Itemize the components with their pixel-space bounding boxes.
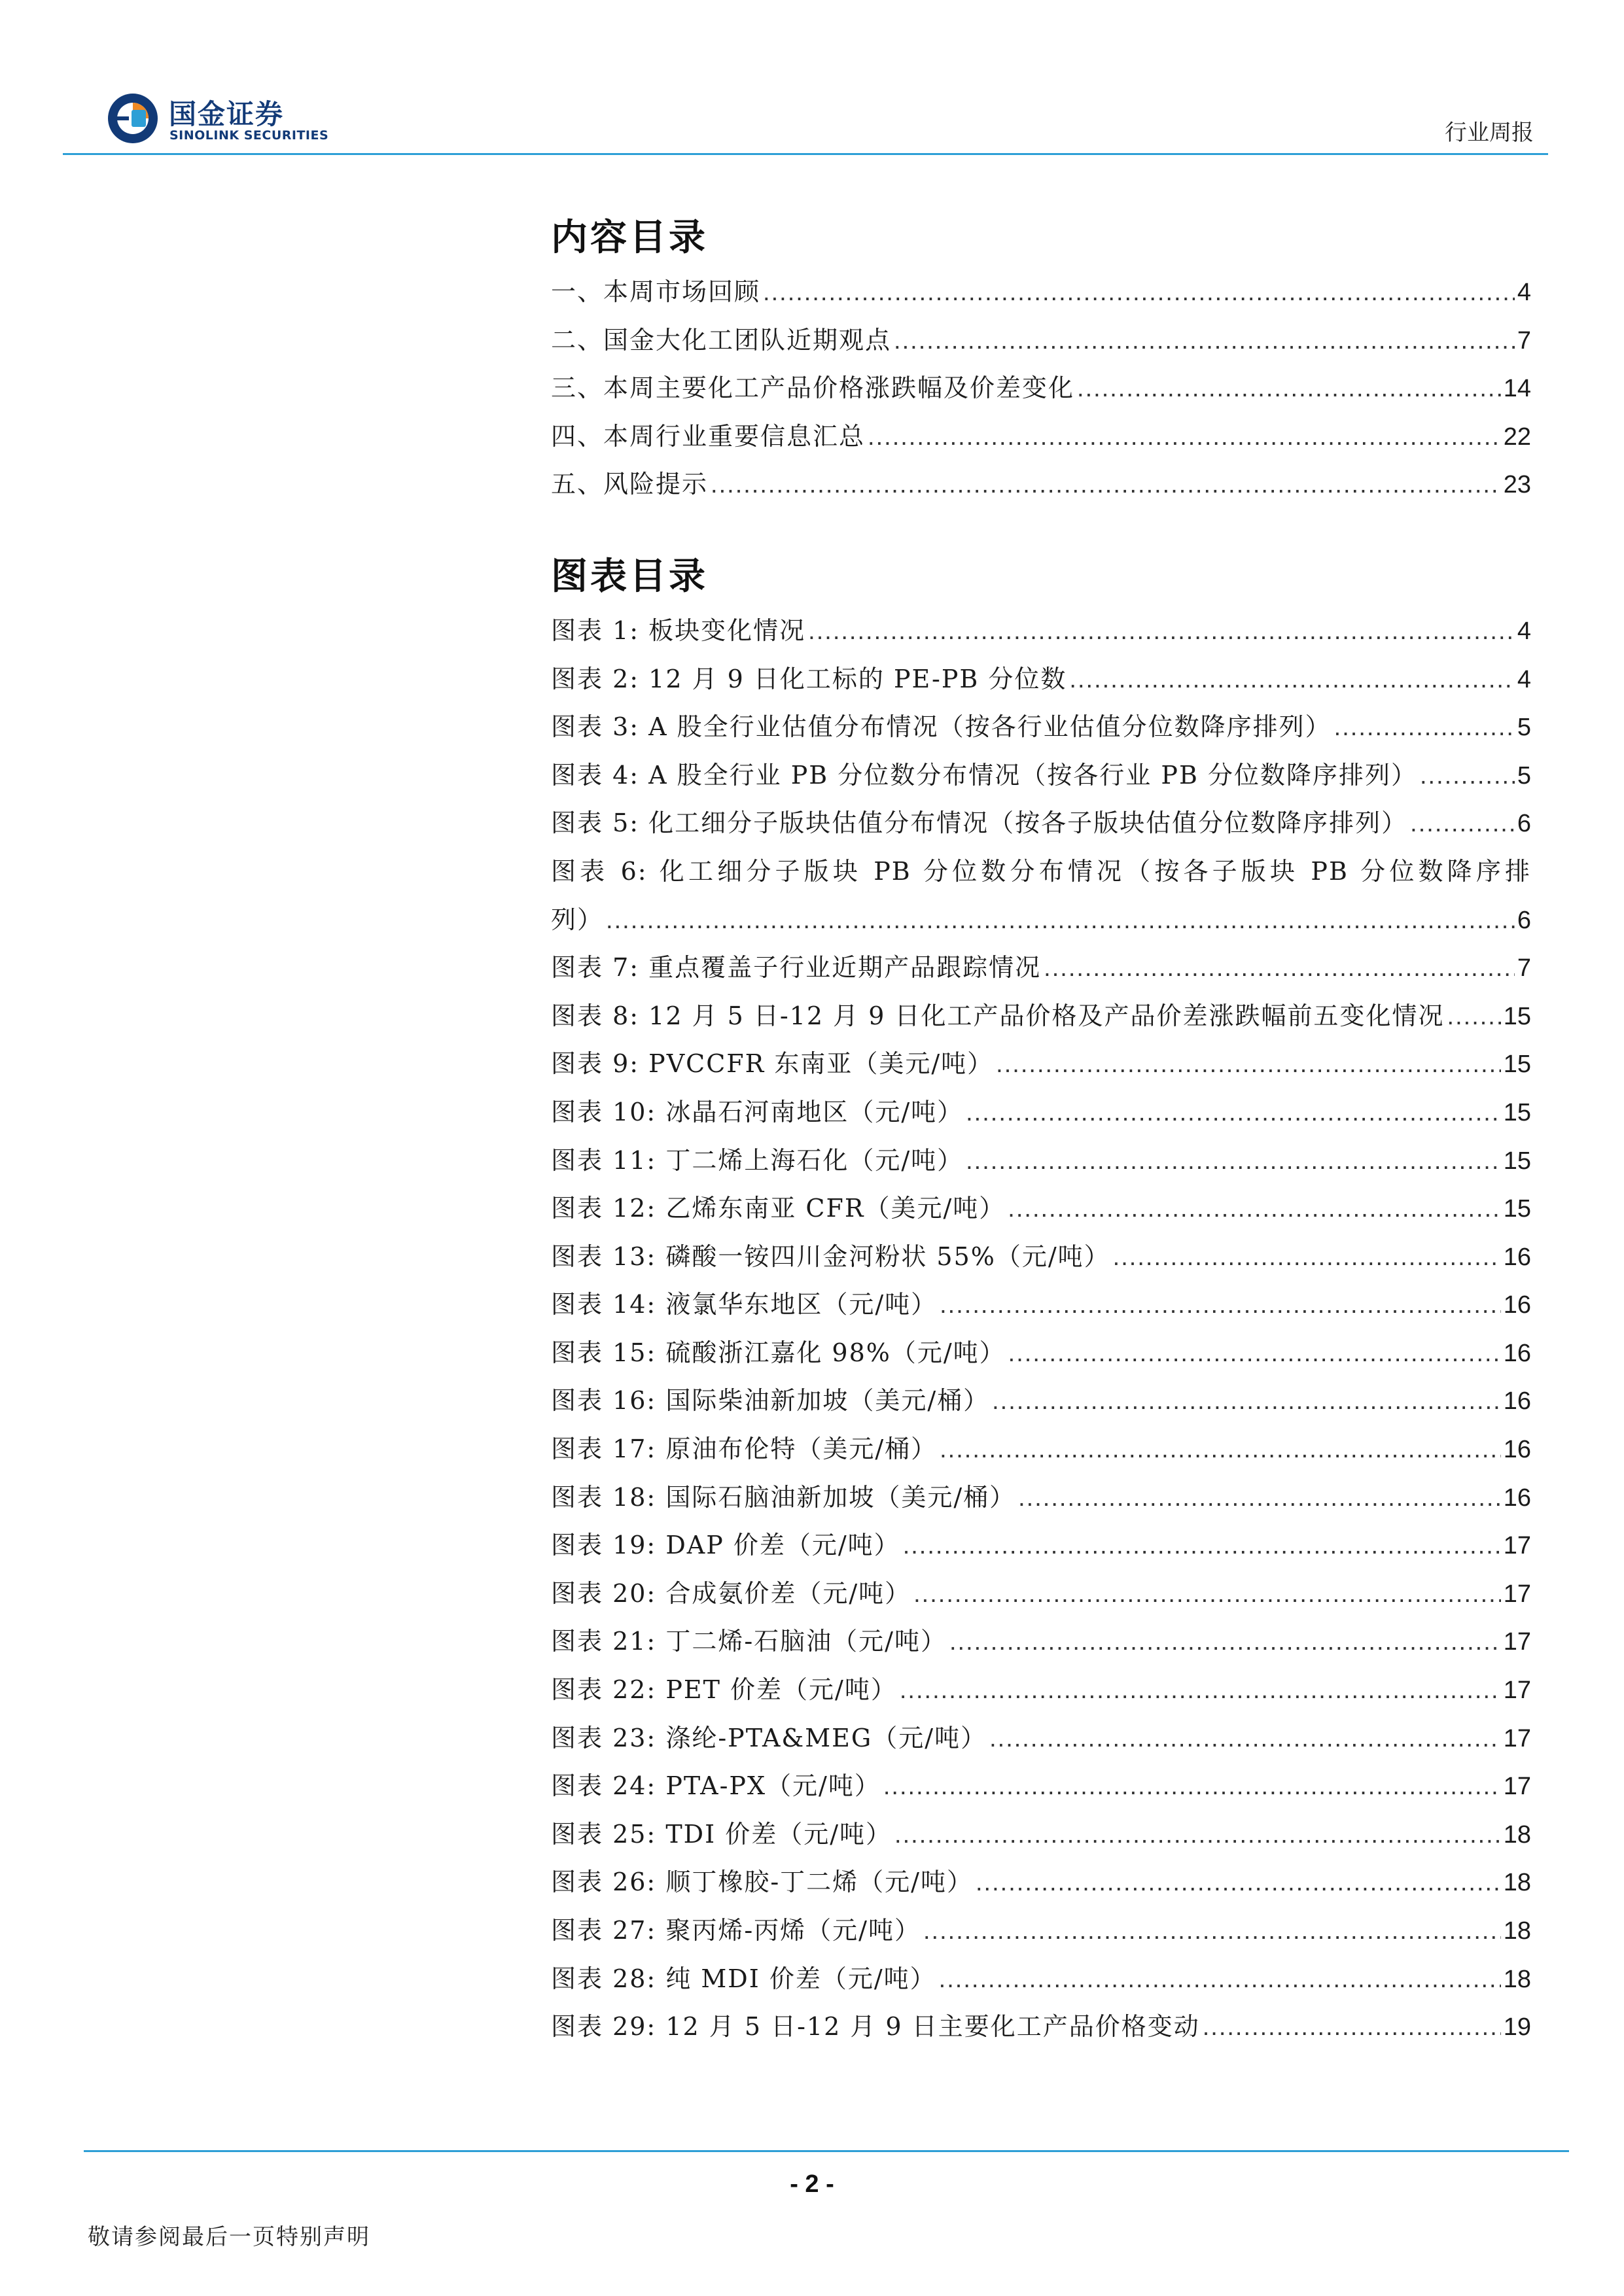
toc-entry-label: 图表 1: 板块变化情况 xyxy=(551,616,806,645)
toc-page-number: 4 xyxy=(1517,279,1531,306)
toc-entry-label: 图表 11: 丁二烯上海石化（元/吨） xyxy=(551,1145,964,1175)
toc-page-number: 7 xyxy=(1517,326,1531,355)
toc-page-number: 17 xyxy=(1503,1580,1531,1608)
toc-page-number: 15 xyxy=(1503,1051,1531,1079)
toc-leader-dots xyxy=(868,413,1501,461)
toc-entry-label: 图表 21: 丁二烯-石脑油（元/吨） xyxy=(551,1627,947,1656)
toc-leader-dots xyxy=(883,1763,1501,1811)
toc-entry[interactable] xyxy=(551,413,1531,461)
toc-leader-dots xyxy=(903,1522,1501,1570)
disclaimer: 敬请参阅最后一页特别声明 xyxy=(88,2224,370,2250)
logo-text-en: SINOLINK SECURITIES xyxy=(169,128,329,143)
figures-list xyxy=(551,607,1531,2051)
toc-entry[interactable] xyxy=(551,1570,1531,1618)
toc-entry[interactable] xyxy=(551,1522,1531,1570)
toc-entry[interactable] xyxy=(551,1185,1531,1233)
toc-entry[interactable] xyxy=(551,364,1531,413)
toc-entry-label: 图表 9: PVCCFR 东南亚（美元/吨） xyxy=(551,1049,994,1079)
toc-leader-dots xyxy=(1447,993,1501,1041)
toc-leader-dots xyxy=(900,1667,1501,1714)
toc-leader-dots xyxy=(913,1571,1501,1618)
toc-entry[interactable] xyxy=(551,1907,1531,1955)
toc-entry[interactable] xyxy=(551,1329,1531,1378)
toc-entry-label: 四、本周行业重要信息汇总 xyxy=(551,421,866,451)
toc-entry-label: 图表 29: 12 月 5 日-12 月 9 日主要化工产品价格变动 xyxy=(551,2012,1200,2042)
toc-entry[interactable] xyxy=(551,1858,1531,1907)
company-logo xyxy=(106,92,342,150)
toc-entry-label: 图表 2: 12 月 9 日化工标的 PE-PB 分位数 xyxy=(551,664,1067,693)
toc-page-number: 15 xyxy=(1503,1147,1531,1175)
toc-leader-dots xyxy=(989,1715,1501,1763)
toc-entry-continuation[interactable] xyxy=(551,896,1531,945)
toc-entry[interactable] xyxy=(551,703,1531,752)
toc-leader-dots xyxy=(894,1811,1501,1859)
toc-entry-label: 图表 3: A 股全行业估值分布情况（按各行业估值分位数降序排列） xyxy=(551,712,1332,742)
toc-entry-label: 二、国金大化工团队近期观点 xyxy=(551,325,892,355)
toc-entry[interactable] xyxy=(551,1474,1531,1522)
toc-page-number: 17 xyxy=(1503,1773,1531,1801)
toc-entry-label: 图表 13: 磷酸一铵四川金河粉状 55%（元/吨） xyxy=(551,1242,1110,1271)
toc-entry[interactable] xyxy=(551,461,1531,509)
toc-leader-dots xyxy=(1420,752,1515,800)
toc-leader-dots xyxy=(966,1138,1501,1185)
toc-entry[interactable] xyxy=(551,752,1531,800)
toc-entry-label: 图表 5: 化工细分子版块估值分布情况（按各子版块估值分位数降序排列） xyxy=(551,809,1408,838)
toc-leader-dots xyxy=(1203,2004,1501,2051)
logo-text-cn: 国金证券 xyxy=(169,98,285,130)
toc-page-number: 4 xyxy=(1517,617,1531,645)
toc-entry[interactable] xyxy=(551,1811,1531,1859)
toc-entry-label: 一、本周市场回顾 xyxy=(551,277,761,306)
toc-leader-dots xyxy=(711,461,1501,509)
toc-entry[interactable] xyxy=(551,317,1531,365)
toc-page-number: 23 xyxy=(1503,471,1531,499)
toc-entry[interactable] xyxy=(551,1233,1531,1281)
header-divider xyxy=(63,153,1548,155)
toc-leader-dots xyxy=(1069,656,1514,704)
toc-entry-label: 图表 15: 硫酸浙江嘉化 98%（元/吨） xyxy=(551,1338,1006,1367)
toc-entry-label: 图表 8: 12 月 5 日-12 月 9 日化工产品价格及产品价差涨跌幅前五变化情况 xyxy=(551,1001,1445,1030)
toc-leader-dots xyxy=(894,317,1515,365)
toc-page-number: 4 xyxy=(1517,665,1531,693)
toc-page-number: 18 xyxy=(1503,1820,1531,1849)
toc-entry-label: 图表 18: 国际石脑油新加坡（美元/桶） xyxy=(551,1482,1016,1512)
toc-entry-label: 图表 19: DAP 价差（元/吨） xyxy=(551,1531,900,1560)
toc-page-number: 22 xyxy=(1503,423,1531,451)
toc-leader-dots xyxy=(1113,1234,1501,1281)
toc-entry-label: 图表 4: A 股全行业 PB 分位数分布情况（按各行业 PB 分位数降序排列） xyxy=(551,760,1417,790)
toc-page-number: 16 xyxy=(1503,1339,1531,1367)
toc-entry[interactable] xyxy=(551,992,1531,1041)
toc-entry[interactable] xyxy=(551,1618,1531,1666)
toc-entry-label: 三、本周主要化工产品价格涨跌幅及价差变化 xyxy=(551,374,1075,403)
toc-leader-dots xyxy=(1044,945,1515,992)
page-number: - 2 - xyxy=(790,2170,834,2198)
toc-leader-dots xyxy=(1008,1185,1500,1233)
toc-leader-dots xyxy=(939,1956,1501,2004)
toc-page-number: 16 xyxy=(1503,1484,1531,1512)
toc-entry[interactable] xyxy=(551,1281,1531,1329)
toc-page-number: 6 xyxy=(1517,810,1531,838)
toc-page-number: 16 xyxy=(1503,1436,1531,1464)
toc-page-number: 14 xyxy=(1503,375,1531,403)
toc-page-number: 15 xyxy=(1503,1098,1531,1126)
report-type: 行业周报 xyxy=(1445,120,1534,146)
sinolink-logo-icon xyxy=(106,92,160,145)
toc-leader-dots xyxy=(949,1618,1501,1666)
toc-entry[interactable] xyxy=(551,1714,1531,1763)
toc-leader-dots xyxy=(763,269,1515,317)
toc-entry-label: 图表 27: 聚丙烯-丙烯（元/吨） xyxy=(551,1916,921,1945)
toc-entry-label: 图表 10: 冰晶石河南地区（元/吨） xyxy=(551,1097,964,1126)
toc-leader-dots xyxy=(808,608,1515,655)
toc-leader-dots xyxy=(923,1907,1501,1955)
toc-entry-label: 图表 17: 原油布伦特（美元/桶） xyxy=(551,1435,938,1464)
toc-entry[interactable] xyxy=(551,799,1531,848)
page-header xyxy=(0,0,1624,157)
toc-entry[interactable] xyxy=(551,1762,1531,1811)
toc-entry[interactable] xyxy=(551,1666,1531,1714)
toc-entry-label: 图表 26: 顺丁橡胶-丁二烯（元/吨） xyxy=(551,1868,973,1897)
toc-entry[interactable] xyxy=(551,848,1531,896)
toc-entry-label: 图表 6: 化工细分子版块 PB 分位数分布情况（按各子版块 PB 分位数降序排 xyxy=(551,856,1531,886)
toc-entry-label: 五、风险提示 xyxy=(551,470,709,499)
toc-entry[interactable] xyxy=(551,1137,1531,1185)
toc-leader-dots xyxy=(1410,800,1515,848)
toc-entry-label: 图表 16: 国际柴油新加坡（美元/桶） xyxy=(551,1386,990,1416)
toc-page-number: 5 xyxy=(1517,714,1531,742)
toc-entry[interactable] xyxy=(551,1425,1531,1474)
toc-leader-dots xyxy=(606,897,1515,945)
contents-list xyxy=(551,268,1531,509)
toc-page-number: 16 xyxy=(1503,1243,1531,1271)
toc-page-number: 18 xyxy=(1503,1917,1531,1945)
figures-title: 图表目录 xyxy=(551,555,708,598)
toc-page-number: 18 xyxy=(1503,1965,1531,1993)
footer-divider xyxy=(84,2150,1569,2152)
toc-leader-dots xyxy=(966,1089,1501,1137)
toc-page-number: 18 xyxy=(1503,1869,1531,1897)
toc-entry-label: 图表 22: PET 价差（元/吨） xyxy=(551,1675,897,1705)
toc-leader-dots xyxy=(1008,1330,1501,1378)
toc-entry[interactable] xyxy=(551,944,1531,992)
toc-page-number: 16 xyxy=(1503,1387,1531,1416)
toc-entry[interactable] xyxy=(551,1377,1531,1425)
toc-entry-label: 图表 28: 纯 MDI 价差（元/吨） xyxy=(551,1964,936,1993)
contents-title: 内容目录 xyxy=(551,217,708,259)
toc-leader-dots xyxy=(940,1281,1501,1329)
toc-leader-dots xyxy=(940,1426,1501,1474)
toc-entry-label: 图表 14: 液氯华东地区（元/吨） xyxy=(551,1290,938,1319)
toc-page-number: 17 xyxy=(1503,1677,1531,1705)
toc-page-number: 17 xyxy=(1503,1628,1531,1656)
toc-entry-label: 图表 20: 合成氨价差（元/吨） xyxy=(551,1578,911,1608)
toc-leader-dots xyxy=(1077,365,1501,413)
toc-leader-dots xyxy=(996,1041,1501,1088)
toc-entry[interactable] xyxy=(551,2003,1531,2051)
toc-page-number: 15 xyxy=(1503,1195,1531,1223)
toc-entry[interactable] xyxy=(551,655,1531,704)
toc-entry-label-cont: 列） xyxy=(551,905,604,934)
toc-page-number: 6 xyxy=(1517,906,1531,934)
toc-entry-label: 图表 23: 涤纶-PTA&MEG（元/吨） xyxy=(551,1723,987,1752)
toc-entry[interactable] xyxy=(551,268,1531,317)
toc-page-number: 15 xyxy=(1503,1002,1531,1030)
toc-entry-label: 图表 24: PTA-PX（元/吨） xyxy=(551,1771,881,1801)
toc-page-number: 7 xyxy=(1517,954,1531,983)
toc-leader-dots xyxy=(1334,704,1515,752)
toc-page-number: 17 xyxy=(1503,1532,1531,1560)
toc-entry[interactable] xyxy=(551,1088,1531,1137)
toc-content xyxy=(551,208,1531,2051)
figures-section xyxy=(551,547,1531,2051)
toc-page-number: 16 xyxy=(1503,1291,1531,1319)
toc-entry-label: 图表 25: TDI 价差（元/吨） xyxy=(551,1819,892,1849)
toc-page-number: 17 xyxy=(1503,1724,1531,1752)
toc-page-number: 19 xyxy=(1503,2013,1531,2042)
toc-entry-label: 图表 12: 乙烯东南亚 CFR（美元/吨） xyxy=(551,1194,1006,1223)
toc-entry[interactable] xyxy=(551,1955,1531,2004)
toc-entry[interactable] xyxy=(551,1040,1531,1088)
toc-entry[interactable] xyxy=(551,607,1531,655)
toc-entry-label: 图表 7: 重点覆盖子行业近期产品跟踪情况 xyxy=(551,953,1042,983)
toc-leader-dots xyxy=(976,1859,1501,1907)
toc-page-number: 5 xyxy=(1517,761,1531,790)
toc-leader-dots xyxy=(1018,1474,1501,1522)
toc-leader-dots xyxy=(992,1378,1501,1425)
